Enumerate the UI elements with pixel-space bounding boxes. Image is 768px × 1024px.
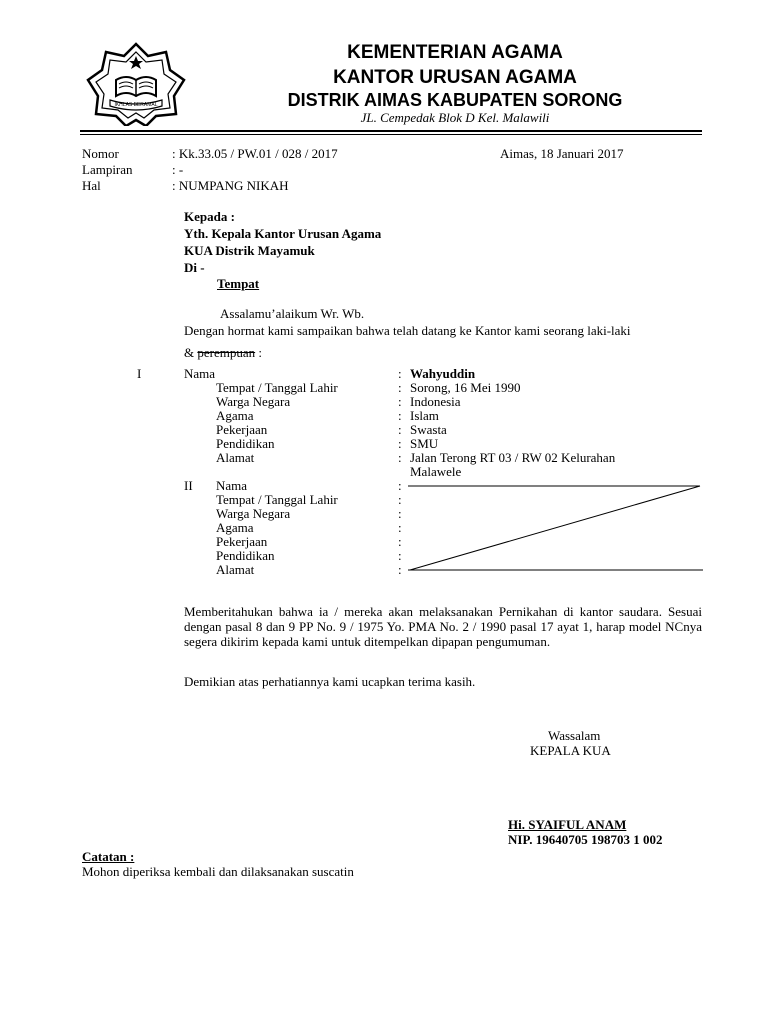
header-rule — [80, 130, 702, 132]
person1-label: Pendidikan — [216, 436, 275, 451]
hal-value: : NUMPANG NIKAH — [172, 178, 289, 193]
person1-label: Warga Negara — [216, 394, 291, 409]
lampiran-value: : - — [172, 162, 184, 177]
person1-value: Indonesia — [410, 394, 461, 409]
colon: : — [398, 534, 402, 549]
person1-label: Pekerjaan — [216, 422, 268, 437]
person2-label: Agama — [216, 520, 254, 535]
person2-label: Tempat / Tanggal Lahir — [216, 492, 338, 507]
note-text: Mohon diperiksa kembali dan dilaksanakan suscatin — [82, 864, 354, 879]
person2-label: Pekerjaan — [216, 534, 268, 549]
header-address: JL. Cempedak Blok D Kel. Malawili — [360, 110, 550, 125]
colon: : — [398, 422, 402, 437]
colon: : — [398, 492, 402, 507]
lampiran-label: Lampiran — [82, 162, 133, 177]
person1-value: Wahyuddin — [410, 366, 476, 381]
colon: : — [398, 394, 402, 409]
intro-text: Dengan hormat kami sampaikan bahwa telah datang ke Kantor kami seorang laki-laki — [184, 323, 631, 338]
gender-colon: : — [258, 345, 263, 360]
colon: : — [398, 450, 402, 465]
svg-text:IKHLAS BERAMAL: IKHLAS BERAMAL — [114, 102, 158, 108]
colon: : — [398, 562, 402, 577]
person1-label: Tempat / Tanggal Lahir — [216, 380, 338, 395]
recipient-line-2: KUA Distrik Mayamuk — [184, 243, 315, 258]
colon: : — [398, 436, 402, 451]
colon: : — [398, 408, 402, 423]
nomor-label: Nomor — [82, 146, 119, 161]
person1-label: Nama — [184, 366, 216, 381]
person1-label: Alamat — [216, 450, 255, 465]
ministry-logo — [86, 40, 186, 126]
colon: : — [398, 520, 402, 535]
person1-value: Islam — [410, 408, 439, 423]
person1-value: Jalan Terong RT 03 / RW 02 Kelurahan — [410, 450, 616, 465]
recipient-line-1: Yth. Kepala Kantor Urusan Agama — [184, 226, 382, 241]
header-line-1: KEMENTERIAN AGAMA — [347, 42, 563, 63]
kepada-label: Kepada : — [184, 209, 235, 224]
hal-label: Hal — [82, 178, 101, 193]
colon: : — [398, 478, 402, 493]
person2-label: Warga Negara — [216, 506, 291, 521]
header-rule-thin — [80, 134, 702, 135]
recipient-tempat: Tempat — [217, 276, 260, 291]
person1-numeral: I — [137, 366, 142, 381]
greeting: Assalamu’alaikum Wr. Wb. — [220, 306, 365, 321]
amp: & — [184, 345, 195, 360]
header-line-2: KANTOR URUSAN AGAMA — [333, 67, 577, 88]
person1-value: SMU — [410, 436, 439, 451]
person1-label: Agama — [216, 408, 254, 423]
colon: : — [398, 380, 402, 395]
colon: : — [398, 506, 402, 521]
signature-nip: NIP. 19640705 198703 1 002 — [508, 832, 663, 847]
person2-label: Nama — [216, 478, 248, 493]
signature-name: Hi. SYAIFUL ANAM — [508, 817, 627, 832]
person2-numeral: II — [184, 478, 193, 493]
colon: : — [398, 366, 402, 381]
colon: : — [398, 548, 402, 563]
person2-label: Pendidikan — [216, 548, 275, 563]
person2-crossout — [408, 484, 706, 576]
recipient-di: Di - — [184, 260, 205, 275]
signature-title: KEPALA KUA — [530, 743, 611, 758]
nomor-value: : Kk.33.05 / PW.01 / 028 / 2017 — [172, 146, 338, 161]
letter-date: Aimas, 18 Januari 2017 — [500, 146, 624, 161]
person2-label: Alamat — [216, 562, 255, 577]
wassalam: Wassalam — [548, 728, 601, 743]
body-paragraph-1: Memberitahukan bahwa ia / mereka akan melaksanakan Pernikahan di kantor saudara. Sesuai dengan pasal 8 dan 9 PP No. 9 / 1975 Yo. PMA No. 2 / 1990 pasal 17 ayat 1, harap model NCnya segera dikirim kepada kami untuk ditempelkan dipapan pengumuman. — [184, 604, 702, 649]
person1-value: Sorong, 16 Mei 1990 — [410, 380, 521, 395]
note-label: Catatan : — [82, 849, 135, 864]
header-line-3: DISTRIK AIMAS KABUPATEN SORONG — [287, 90, 623, 110]
perempuan-struck: perempuan — [197, 345, 256, 360]
body-paragraph-2: Demikian atas perhatiannya kami ucapkan terima kasih. — [184, 674, 476, 689]
person1-value-cont: Malawele — [410, 464, 462, 479]
gender-line — [184, 345, 262, 361]
person1-value: Swasta — [410, 422, 447, 437]
